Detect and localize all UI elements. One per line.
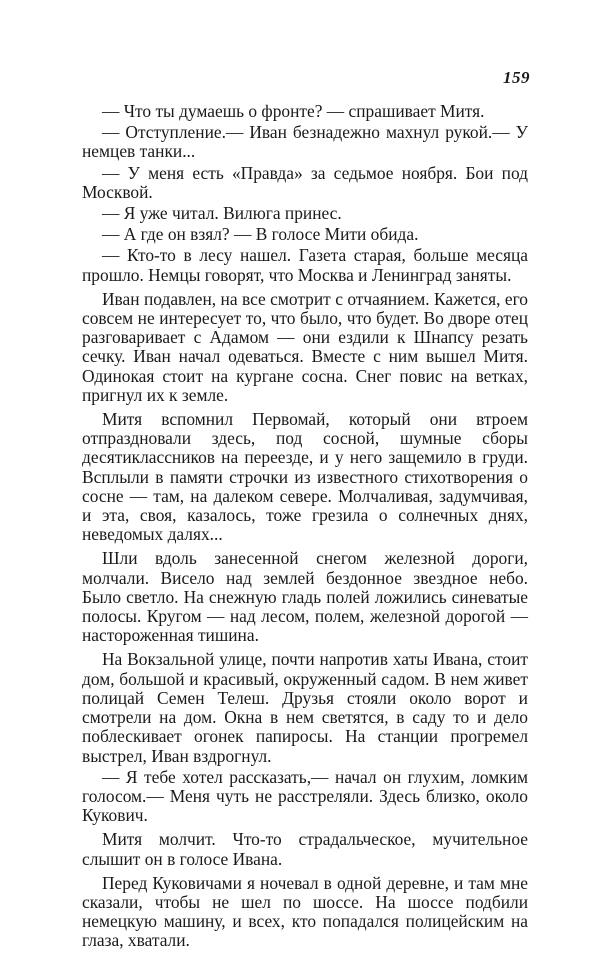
paragraph-dialogue-7: — Я тебе хотел рассказать,— начал он глухим, ломким голосом.— Меня чуть не расстреляли. Здесь близко, около Кукович. xyxy=(82,766,528,826)
paragraph-dialogue-3: — У меня есть «Правда» за седьмое ноября. Бои под Москвой. xyxy=(82,162,528,202)
paragraph-narrative-1: Иван подавлен, на все смотрит с отчаянием. Кажется, его совсем не интересует то, что было, что будет. Во дворе отец разговаривает с Адамом — они ездили к Шнапсу резать сечку. Иван начал одеваться. Вместе с ним вышел Митя. Одинокая стоит на кургане сосна. Снег повис на ветках, пригнул их к земле. xyxy=(82,288,528,405)
paragraph-dialogue-4: — Я уже читал. Вилюга принес. xyxy=(102,203,342,224)
paragraph-dialogue-1: — Что ты думаешь о фронте? — спрашивает Митя. xyxy=(102,101,485,121)
paragraph-narrative-6: Перед Куковичами я ночевал в одной деревне, и там мне сказали, чтобы не шел по шоссе. На шоссе подбили немецкую машину, и всех, кто попадался полицейским на глаза, хватали. xyxy=(82,872,528,951)
page-text xyxy=(82,102,528,953)
paragraph-narrative-3: Шли вдоль занесенной снегом железной дороги, молчали. Висело над землей бездонное звездное небо. Было светло. На снежную гладь полей ложились синеватые полосы. Кругом — над лесом, полем, железной дорогой — настороженная тишина. xyxy=(82,548,528,646)
paragraph-dialogue-2: — Отступление.— Иван безнадежно махнул рукой.— У немцев танки... xyxy=(82,122,528,162)
paragraph-narrative-5: Митя молчит. Что-то страдальческое, мучительное слышит он в голосе Ивана. xyxy=(82,829,528,869)
paragraph-narrative-2: Митя вспомнил Первомай, который они втроем отпраздновали здесь, под сосной, шумные сборы десятиклассников на переезде, и у него защемило в груди. Всплыли в памяти строчки из известного стихотворения о сосне — там, на далеком севере. Молчаливая, задумчивая, и эта, своя, казалось, тоже грезила о солнечных днях, неведомых далях... xyxy=(82,409,528,545)
paragraph-narrative-4: На Вокзальной улице, почти напротив хаты Ивана, стоит дом, большой и красивый, окруженный садом. В нем живет полицай Семен Телеш. Друзья стояли около ворот и смотрели на дом. Окна в нем светятся, в саду то и дело поблескивает огонек папиросы. На станции прогремел выстрел, Иван вздрогнул. xyxy=(82,649,528,766)
page-number: 159 xyxy=(503,68,530,87)
paragraph-dialogue-5: — А где он взял? — В голосе Мити обида. xyxy=(102,224,419,245)
paragraph-dialogue-6: — Кто-то в лесу нашел. Газета старая, больше месяца прошло. Немцы говорят, что Москва и Ленинград заняты. xyxy=(82,245,528,285)
